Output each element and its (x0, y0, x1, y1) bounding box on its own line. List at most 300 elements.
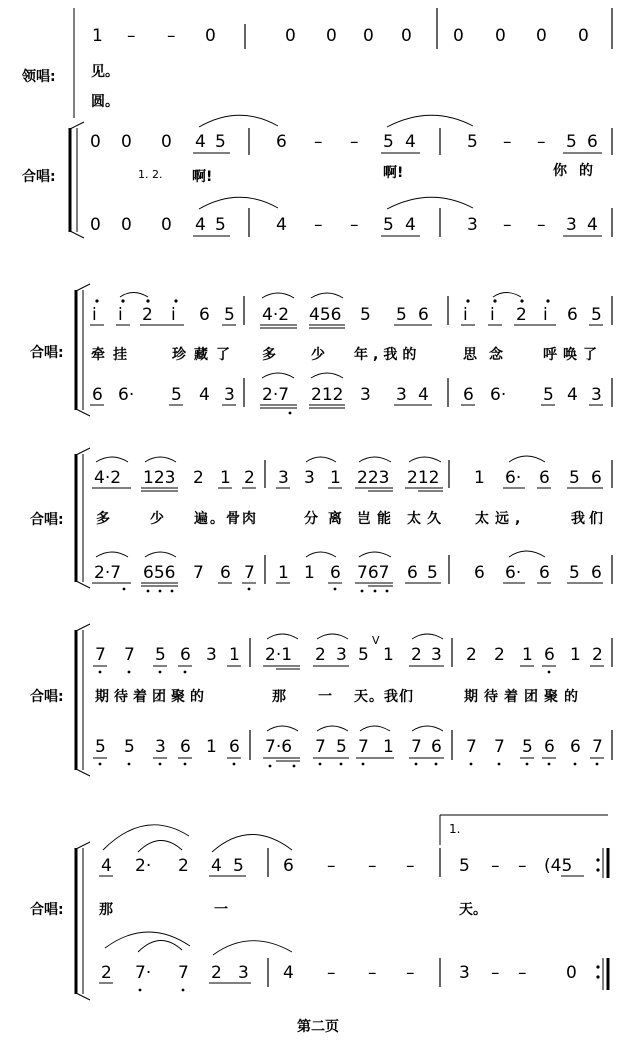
note: i (490, 305, 495, 325)
note: 2 (315, 645, 326, 665)
note: 2·1 (265, 645, 293, 665)
low-octave-dot (128, 671, 131, 674)
bracket-hook (76, 284, 90, 291)
slur (359, 552, 391, 557)
breath-mark: V (372, 634, 380, 647)
note: 3 (566, 215, 577, 235)
low-octave-dot (361, 590, 364, 593)
low-octave-dot (340, 763, 343, 766)
repeat-dot (596, 965, 599, 968)
note: 7 (494, 737, 505, 757)
system-5 (30, 815, 608, 1000)
note: 4 (587, 215, 598, 235)
note: 2·7 (94, 563, 122, 583)
slur (103, 825, 189, 850)
lyric: 啊! (383, 165, 404, 181)
note: 3 (155, 737, 166, 757)
slur (199, 197, 278, 209)
lyric: 牵挂 (91, 347, 135, 363)
note: 1 (304, 563, 315, 583)
slur (359, 457, 391, 462)
low-octave-dot (159, 590, 162, 593)
note: 7 (95, 645, 106, 665)
slur (138, 840, 182, 852)
note: – (518, 856, 527, 876)
slur (213, 941, 292, 955)
high-octave-dot (546, 299, 549, 302)
note: 6 (330, 563, 341, 583)
note: 4 (195, 132, 206, 152)
note: 5 (569, 563, 580, 583)
note: 2 (101, 963, 112, 983)
page-number: 第二页 (297, 1019, 339, 1035)
part-label-chorus: 合唱: (30, 512, 64, 528)
note: 2 (466, 645, 477, 665)
note: 0 (363, 26, 374, 46)
bracket-hook (70, 122, 84, 129)
low-octave-dot (470, 763, 473, 766)
low-octave-dot (548, 763, 551, 766)
note: 2 (592, 645, 603, 665)
note: 2· (135, 856, 152, 876)
note: 1 (522, 645, 533, 665)
note: 3 (467, 215, 478, 235)
note: 7 (315, 737, 326, 757)
note: 6 (591, 468, 602, 488)
note: 5 (543, 385, 554, 405)
slur (267, 634, 298, 639)
slur (267, 726, 298, 731)
repeat-dot (596, 975, 599, 978)
note: – (537, 215, 546, 235)
slur (145, 457, 176, 462)
low-octave-dot (171, 590, 174, 593)
high-octave-dot (95, 299, 98, 302)
note: 5 (427, 563, 438, 583)
lyric: 呼唤了 (543, 347, 603, 363)
note: – (368, 963, 377, 983)
note: 4 (405, 132, 416, 152)
note: – (491, 856, 500, 876)
note: 7 (193, 563, 204, 583)
lyric: 期待着团聚的 (95, 689, 209, 705)
note: – (503, 132, 512, 152)
note: 6 (544, 645, 555, 665)
note: i (171, 305, 176, 325)
note: 2·7 (262, 385, 290, 405)
slur (199, 115, 278, 127)
note: 2 (411, 645, 422, 665)
note: 5 (215, 215, 226, 235)
low-octave-dot (526, 763, 529, 766)
slur (212, 834, 292, 852)
slur (96, 552, 128, 557)
note: 0 (401, 26, 412, 46)
low-octave-dot (184, 763, 187, 766)
note: 6 (418, 305, 429, 325)
note: 7 (466, 737, 477, 757)
note: i (463, 305, 468, 325)
note: 3 (431, 645, 442, 665)
note: 5 (569, 468, 580, 488)
note: – (167, 26, 176, 46)
note: – (503, 215, 512, 235)
note: 3 (224, 385, 235, 405)
note: 5 (467, 132, 478, 152)
note: 212 (311, 385, 344, 405)
system-4 (30, 624, 612, 776)
note: 0 (453, 26, 464, 46)
note: 4 (405, 215, 416, 235)
slur (138, 940, 182, 952)
note: 1 (330, 468, 341, 488)
note: 1 (92, 26, 103, 46)
bracket-hook (76, 624, 90, 631)
slur (317, 634, 348, 639)
note: 4 (567, 385, 578, 405)
part-label-chorus: 合唱: (30, 902, 64, 918)
note: 2 (494, 645, 505, 665)
note: 0 (285, 26, 296, 46)
note: 5 (383, 132, 394, 152)
low-octave-dot (334, 588, 337, 591)
note: – (314, 132, 323, 152)
slur (311, 373, 343, 378)
low-octave-dot (147, 590, 150, 593)
note: 0 (536, 26, 547, 46)
note: 5 (459, 856, 470, 876)
high-octave-dot (121, 299, 124, 302)
note: 4 (199, 385, 210, 405)
note: 4 (211, 856, 222, 876)
note: 7 (358, 737, 369, 757)
note: 3 (336, 645, 347, 665)
low-octave-dot (596, 763, 599, 766)
note: 5 (224, 305, 235, 325)
low-octave-dot (374, 590, 377, 593)
note: 7·6 (265, 737, 293, 757)
note: 1 (220, 468, 231, 488)
note: 6 (283, 856, 294, 876)
low-octave-dot (574, 763, 577, 766)
low-octave-dot (289, 412, 292, 415)
note: – (518, 963, 527, 983)
slur (317, 726, 348, 731)
note: 3 (206, 645, 217, 665)
note: 0 (121, 132, 132, 152)
high-octave-dot (146, 299, 149, 302)
note: 5 (396, 305, 407, 325)
note: 7 (592, 737, 603, 757)
note: 6 (539, 563, 550, 583)
note: 6· (490, 385, 507, 405)
note: 3 (238, 963, 249, 983)
note: 6 (539, 468, 550, 488)
note: 1 (206, 737, 217, 757)
note: 1 (229, 645, 240, 665)
note: (45 (544, 856, 573, 876)
low-octave-dot (184, 671, 187, 674)
note: 2 (193, 468, 204, 488)
note: 4 (283, 963, 294, 983)
repeat-dot (596, 868, 599, 871)
low-octave-dot (99, 763, 102, 766)
lyric: 那 (99, 902, 115, 918)
low-octave-dot (123, 588, 126, 591)
slur (509, 551, 545, 557)
slur (145, 552, 176, 557)
part-label-chorus: 合唱: (30, 345, 64, 361)
lyric: 少 (311, 347, 325, 363)
lyric: 珍藏了 (172, 347, 238, 363)
bracket-hook (76, 842, 90, 849)
low-octave-dot (269, 765, 272, 768)
lyric: 圆。 (91, 94, 119, 110)
note: 456 (309, 305, 342, 325)
note: i (543, 305, 548, 325)
lyric: 我们 (571, 511, 607, 527)
note: 5 (215, 132, 226, 152)
note: 6 (276, 132, 287, 152)
lyric: 一 (214, 902, 228, 918)
note: – (368, 856, 377, 876)
slur (262, 373, 294, 378)
bracket-hook (70, 231, 84, 238)
note: 5 (233, 856, 244, 876)
lyric: 多 (96, 511, 110, 527)
note: 4 (195, 215, 206, 235)
note: 6· (505, 563, 522, 583)
note: – (406, 856, 415, 876)
part-label-chorus: 合唱: (22, 169, 56, 185)
note: 3 (304, 468, 315, 488)
note: – (127, 26, 136, 46)
ending-numbers: 1. 2. (138, 168, 163, 181)
note: 0 (326, 26, 337, 46)
note: 6 (570, 737, 581, 757)
note: 656 (143, 563, 176, 583)
note: 3 (459, 963, 470, 983)
note: 6 (591, 563, 602, 583)
note: 0 (161, 132, 172, 152)
slur (120, 293, 148, 298)
high-octave-dot (174, 299, 177, 302)
low-octave-dot (362, 763, 365, 766)
note: 0 (578, 26, 589, 46)
note: 7 (124, 645, 135, 665)
note: 6 (229, 737, 240, 757)
note: 6 (180, 737, 191, 757)
low-octave-dot (139, 989, 142, 992)
slur (387, 197, 473, 209)
low-octave-dot (498, 763, 501, 766)
note: 6 (407, 563, 418, 583)
system-2 (30, 284, 612, 416)
note: 5 (171, 385, 182, 405)
note: 6 (180, 645, 191, 665)
low-octave-dot (233, 763, 236, 766)
slur (360, 726, 390, 731)
note: 2 (142, 305, 153, 325)
lyric: 年,我的 (354, 347, 422, 363)
note: 0 (90, 132, 101, 152)
note: 6 (220, 563, 231, 583)
low-octave-dot (159, 763, 162, 766)
note: 4 (101, 856, 112, 876)
note: 1 (570, 645, 581, 665)
note: i (92, 305, 97, 325)
note: 6 (431, 737, 442, 757)
note: 4·2 (94, 468, 122, 488)
note: 0 (161, 215, 172, 235)
note: 1 (383, 645, 394, 665)
note: 6 (92, 385, 103, 405)
low-octave-dot (386, 590, 389, 593)
note: 0 (495, 26, 506, 46)
lyric: 少 (150, 511, 164, 527)
lyric: 多 (262, 347, 276, 363)
note: 5 (95, 737, 106, 757)
note: 5 (360, 305, 371, 325)
note: – (406, 963, 415, 983)
note: 7 (244, 563, 255, 583)
bracket-hook (76, 581, 90, 588)
note: 223 (357, 468, 390, 488)
slur (509, 456, 545, 462)
note: 5 (336, 737, 347, 757)
slur (306, 457, 336, 462)
note: 5 (591, 305, 602, 325)
note: 5 (124, 737, 135, 757)
slur (493, 293, 521, 298)
note: 3 (396, 385, 407, 405)
low-octave-dot (435, 763, 438, 766)
high-octave-dot (466, 299, 469, 302)
note: 1 (474, 468, 485, 488)
note: 2 (516, 305, 527, 325)
note: 0 (121, 215, 132, 235)
note: 7 (178, 963, 189, 983)
part-label-chorus: 合唱: (30, 689, 64, 705)
note: 4·2 (262, 305, 290, 325)
note: 5 (155, 645, 166, 665)
note: 0 (566, 963, 577, 983)
lyric: 那 (272, 689, 286, 705)
note: 6 (544, 737, 555, 757)
note: 1 (278, 563, 289, 583)
slur (409, 457, 441, 462)
note: 6 (463, 385, 474, 405)
note: – (350, 215, 359, 235)
note: 2 (211, 963, 222, 983)
low-octave-dot (293, 765, 296, 768)
note: 3 (278, 468, 289, 488)
high-octave-dot (520, 299, 523, 302)
note: 1 (383, 737, 394, 757)
slur (105, 932, 190, 948)
low-octave-dot (99, 671, 102, 674)
volta-number: 1. (449, 822, 461, 836)
note: 6 (567, 305, 578, 325)
system-1 (21, 8, 612, 238)
note: 123 (143, 468, 176, 488)
slur (387, 115, 473, 127)
note: – (491, 963, 500, 983)
note: 7 (411, 737, 422, 757)
low-octave-dot (548, 671, 551, 674)
part-label-lead: 领唱: (22, 69, 56, 85)
high-octave-dot (493, 299, 496, 302)
note: 6 (587, 132, 598, 152)
note: 212 (407, 468, 440, 488)
lyric: 太远, (475, 511, 527, 527)
low-octave-dot (182, 989, 185, 992)
note: 5 (383, 215, 394, 235)
note: 767 (357, 563, 390, 583)
note: 4 (276, 215, 287, 235)
bracket-hook (76, 993, 90, 1000)
note: 6· (118, 385, 135, 405)
note: 0 (205, 26, 216, 46)
lyric: 思念 (463, 347, 515, 363)
bracket-hook (76, 769, 90, 776)
slur (262, 293, 294, 298)
note: 5 (522, 737, 533, 757)
note: 5 (566, 132, 577, 152)
lyric: 你的 (553, 163, 605, 179)
low-octave-dot (319, 763, 322, 766)
note: 6 (474, 563, 485, 583)
lyric: 啊! (192, 169, 213, 185)
note: 6 (199, 305, 210, 325)
note: 5 (358, 645, 369, 665)
repeat-dot (596, 858, 599, 861)
lyric: 天。 (459, 902, 487, 918)
low-octave-dot (128, 763, 131, 766)
note: 2 (178, 856, 189, 876)
slur (306, 552, 336, 557)
lyric: 期待着团聚的 (464, 689, 584, 705)
lyric: 天。我们 (354, 689, 414, 705)
note: – (327, 963, 336, 983)
slur (96, 457, 128, 462)
system-3 (30, 448, 612, 592)
slur (412, 634, 443, 639)
note: 7· (135, 963, 152, 983)
note: – (314, 215, 323, 235)
lyric: 见。 (91, 64, 119, 80)
slur (311, 293, 343, 298)
note: – (537, 132, 546, 152)
low-octave-dot (159, 671, 162, 674)
note: – (327, 856, 336, 876)
note: 3 (591, 385, 602, 405)
note: 2 (244, 468, 255, 488)
lyric: 遍。骨肉 (194, 511, 258, 527)
note: 3 (360, 385, 371, 405)
lyric: 一 (318, 689, 332, 705)
note: 6· (505, 468, 522, 488)
slur (412, 726, 443, 731)
bracket-hook (76, 409, 90, 416)
lyric: 分离 (304, 511, 352, 527)
note: 0 (90, 215, 101, 235)
bracket-hook (76, 448, 90, 455)
note: – (350, 132, 359, 152)
note: 4 (418, 385, 429, 405)
lyric: 岂能 (357, 511, 397, 527)
low-octave-dot (415, 763, 418, 766)
